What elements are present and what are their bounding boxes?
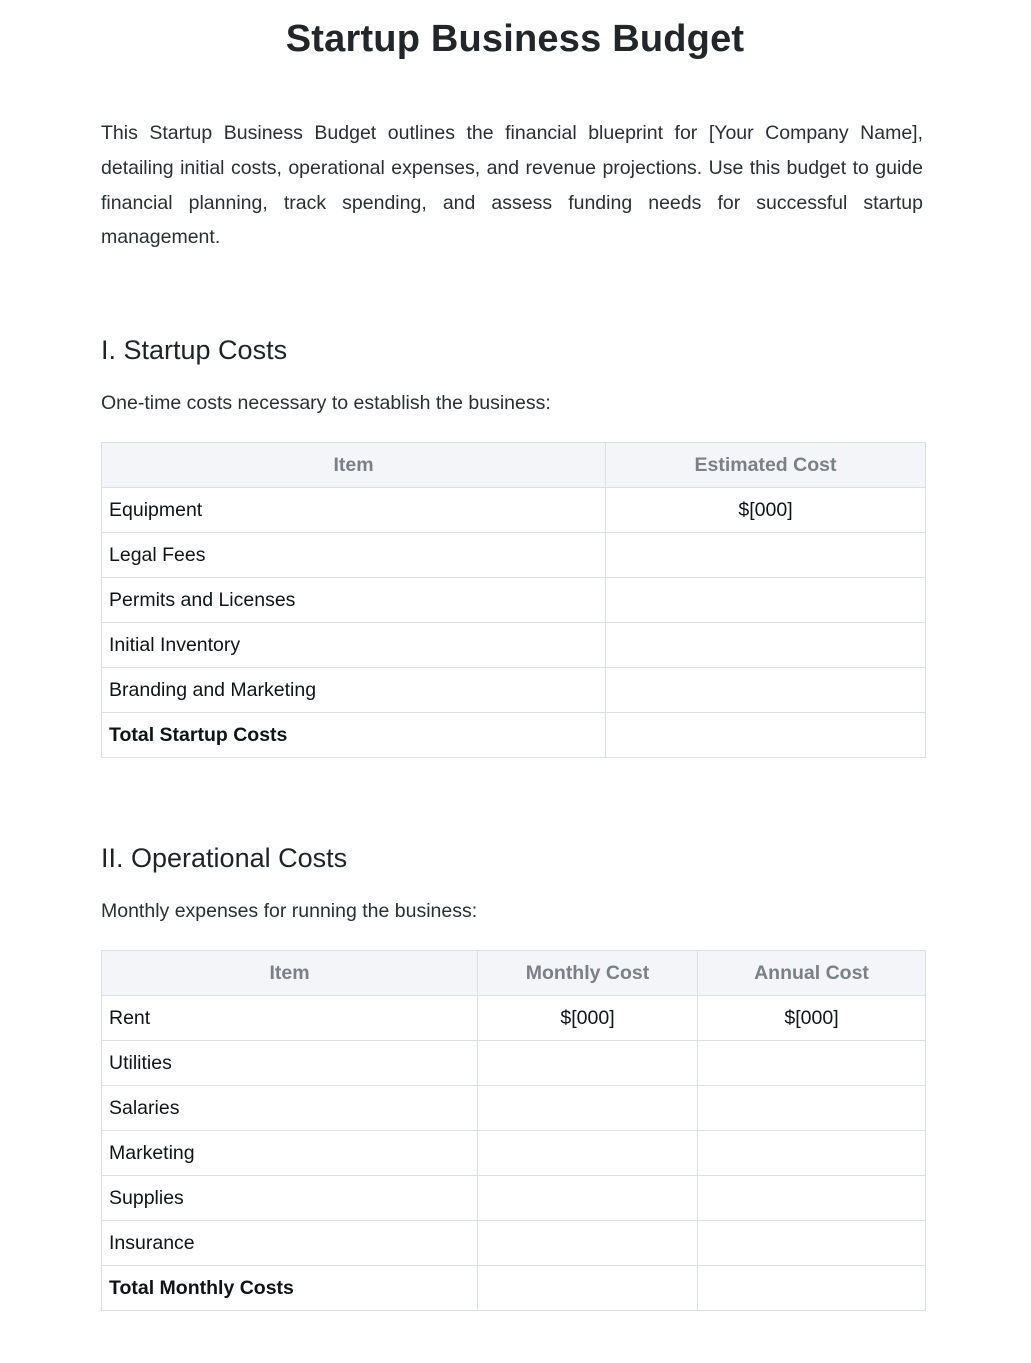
annual-cost-cell — [698, 1131, 926, 1176]
estimated-cost-cell: $[000] — [606, 488, 926, 533]
operational-costs-table — [101, 950, 926, 1311]
table-row — [102, 623, 926, 668]
monthly-cost-cell — [478, 1086, 698, 1131]
column-header-monthly-cost: Monthly Cost — [478, 951, 698, 996]
operational-costs-heading: II. Operational Costs — [101, 843, 348, 873]
monthly-cost-cell — [478, 1176, 698, 1221]
table-row — [102, 1176, 926, 1221]
startup-costs-heading: I. Startup Costs — [101, 335, 288, 365]
total-row — [102, 713, 926, 758]
monthly-cost-cell — [478, 1041, 698, 1086]
item-cell: Utilities — [102, 1041, 478, 1086]
startup-costs-description: One-time costs necessary to establish the business: — [101, 392, 551, 414]
monthly-cost-cell — [478, 1131, 698, 1176]
table-row — [102, 1221, 926, 1266]
annual-cost-cell — [698, 1086, 926, 1131]
item-cell: Insurance — [102, 1221, 478, 1266]
annual-cost-cell — [698, 1041, 926, 1086]
total-label-cell: Total Monthly Costs — [102, 1266, 478, 1311]
table-header-row — [102, 443, 926, 488]
estimated-cost-cell — [606, 578, 926, 623]
intro-paragraph: This Startup Business Budget outlines the financial blueprint for [Your Company Name], detailing initial costs, operational expenses, and revenue projections. Use this budget to guide financial planning, track spending, and assess funding needs for successful startup management. — [101, 122, 923, 249]
annual-cost-cell — [698, 1221, 926, 1266]
item-cell: Supplies — [102, 1176, 478, 1221]
column-header-annual-cost: Annual Cost — [698, 951, 926, 996]
item-cell: Equipment — [102, 488, 606, 533]
estimated-cost-cell — [606, 668, 926, 713]
column-header-estimated-cost: Estimated Cost — [606, 443, 926, 488]
table-row — [102, 533, 926, 578]
monthly-cost-cell: $[000] — [478, 996, 698, 1041]
item-cell: Branding and Marketing — [102, 668, 606, 713]
total-row — [102, 1266, 926, 1311]
annual-cost-cell: $[000] — [698, 996, 926, 1041]
item-cell: Rent — [102, 996, 478, 1041]
item-cell: Marketing — [102, 1131, 478, 1176]
table-row — [102, 1131, 926, 1176]
startup-costs-table — [101, 442, 926, 758]
table-row — [102, 578, 926, 623]
estimated-cost-cell — [606, 533, 926, 578]
estimated-cost-cell — [606, 623, 926, 668]
monthly-cost-cell — [478, 1221, 698, 1266]
annual-cost-cell — [698, 1176, 926, 1221]
operational-costs-description: Monthly expenses for running the business: — [101, 900, 478, 922]
table-row — [102, 1086, 926, 1131]
total-monthly-cost-cell — [478, 1266, 698, 1311]
item-cell: Initial Inventory — [102, 623, 606, 668]
total-estimated-cost-cell — [606, 713, 926, 758]
column-header-item: Item — [102, 443, 606, 488]
item-cell: Permits and Licenses — [102, 578, 606, 623]
table-row — [102, 996, 926, 1041]
table-header-row — [102, 951, 926, 996]
total-annual-cost-cell — [698, 1266, 926, 1311]
document-title: Startup Business Budget — [285, 18, 745, 60]
table-row — [102, 1041, 926, 1086]
table-row — [102, 668, 926, 713]
table-row — [102, 488, 926, 533]
item-cell: Salaries — [102, 1086, 478, 1131]
item-cell: Legal Fees — [102, 533, 606, 578]
total-label-cell: Total Startup Costs — [102, 713, 606, 758]
column-header-item: Item — [102, 951, 478, 996]
